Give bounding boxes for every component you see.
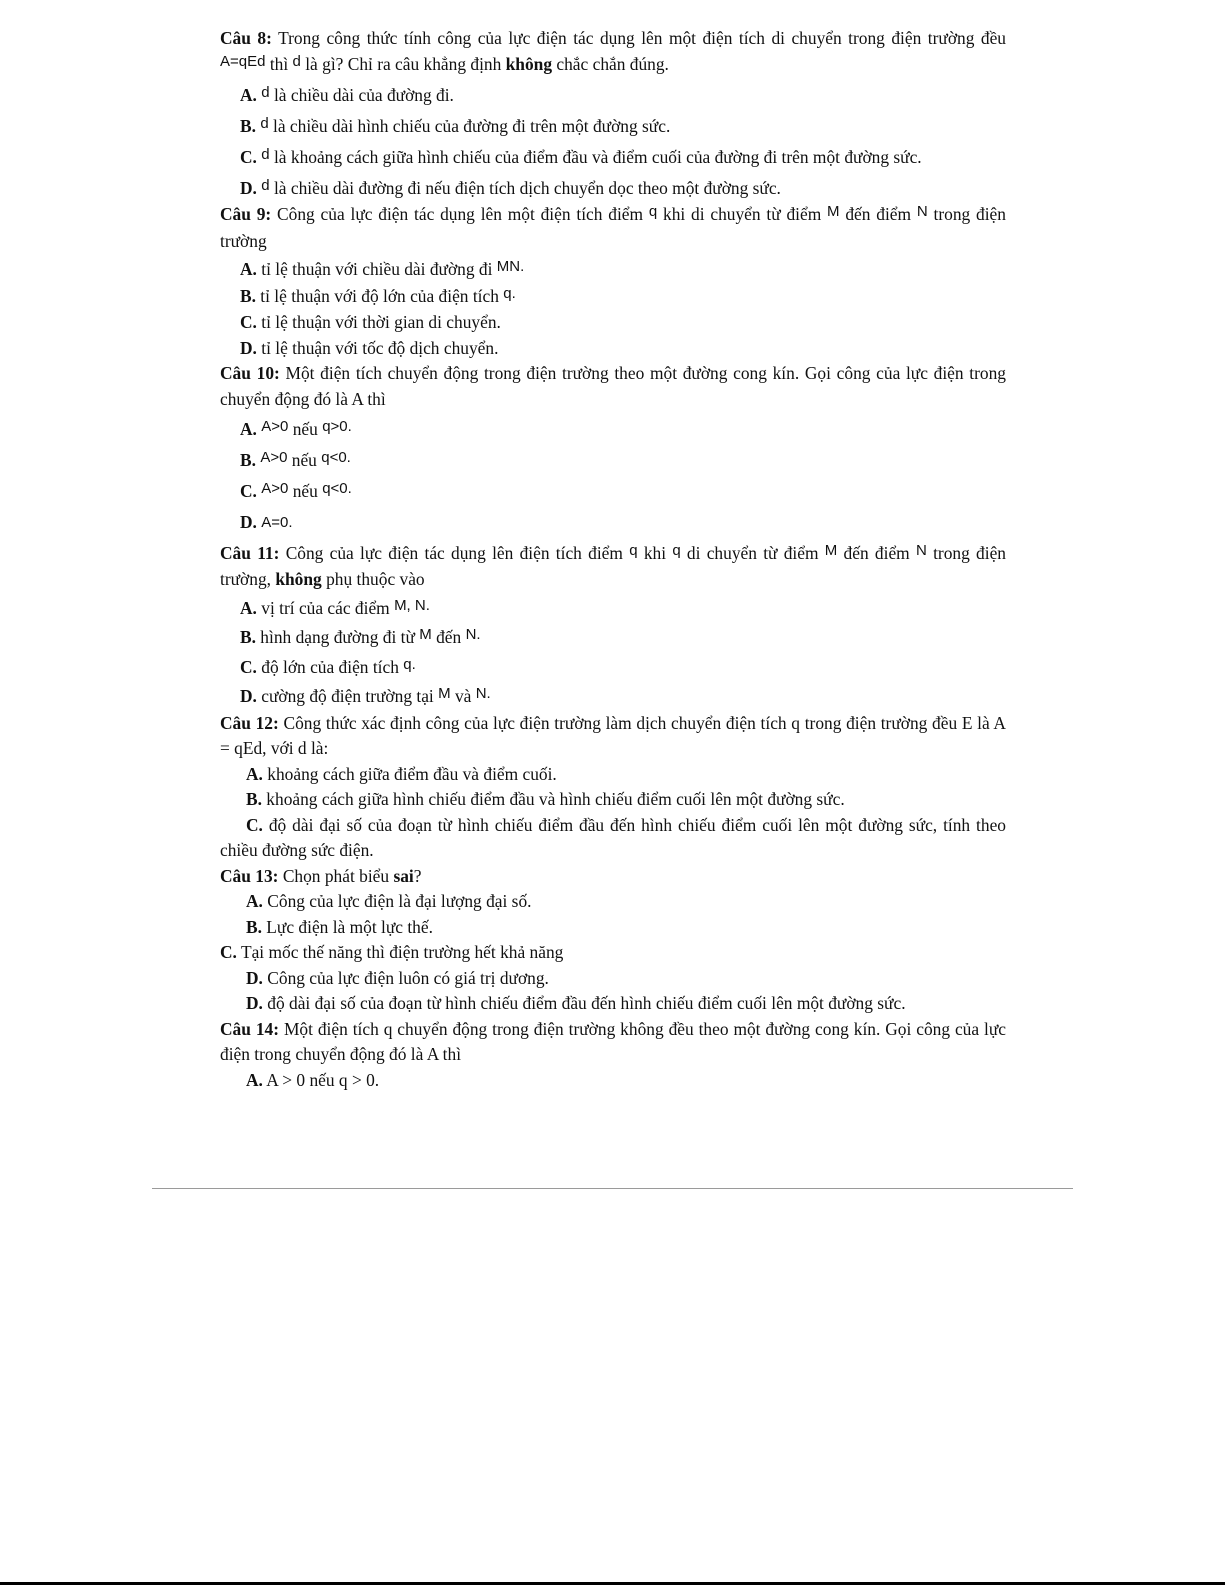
question-8-label: Câu 8: <box>220 28 272 48</box>
option-text: Lực điện là một lực thế. <box>261 916 433 937</box>
option-10b[interactable] <box>240 448 1006 475</box>
option-label: C. <box>240 656 257 677</box>
option-13a[interactable] <box>246 889 1006 915</box>
option-label: A. <box>240 259 257 279</box>
option-label: D. <box>246 967 263 988</box>
option-label: B. <box>240 115 256 136</box>
question-13-text-2: ? <box>413 865 422 886</box>
option-8b[interactable] <box>240 114 1006 141</box>
option-label: A. <box>246 891 263 911</box>
var-n: N. <box>475 685 491 702</box>
question-13-text-1: Chọn phát biểu <box>278 865 394 886</box>
option-8a[interactable] <box>240 83 1006 110</box>
exam-content <box>220 26 1006 1093</box>
option-11c[interactable] <box>240 655 1006 682</box>
var-m: M <box>824 541 838 559</box>
option-text: tỉ lệ thuận với thời gian di chuyển. <box>256 312 501 332</box>
option-label: D. <box>240 177 257 198</box>
question-14-text: Một điện tích q chuyển động trong điện trường không đều theo một đường cong kín. Gọi công của lực điện trong chuyển động đó là A thì <box>220 1018 1006 1064</box>
option-text: độ dài đại số của đoạn từ hình chiếu điểm đầu đến hình chiếu điểm cuối lên một đường sức. <box>262 993 906 1013</box>
option-text: là chiều dài hình chiếu của đường đi trên một đường sức. <box>268 115 671 136</box>
option-text: độ lớn của điện tích <box>256 656 404 677</box>
option-12c[interactable] <box>220 813 1006 864</box>
option-text: Công của lực điện luôn có giá trị dương. <box>262 967 549 988</box>
formula-a-qed: A=qEd <box>220 52 266 70</box>
option-label: B. <box>240 285 256 306</box>
var-d: d <box>260 114 269 132</box>
option-text: là chiều dài đường đi nếu điện tích dịch chuyển dọc theo một đường sức. <box>269 177 781 198</box>
option-label: D. <box>240 511 257 532</box>
option-13c[interactable] <box>220 940 1006 966</box>
option-11b[interactable] <box>240 625 1006 652</box>
option-text: tỉ lệ thuận với độ lớn của điện tích <box>255 285 504 306</box>
option-9c[interactable] <box>240 310 1006 336</box>
option-label: C. <box>246 814 263 835</box>
option-10a[interactable] <box>240 417 1006 444</box>
var-d: d <box>292 52 301 70</box>
option-label: C. <box>240 146 257 167</box>
question-9-text-1: Công của lực điện tác dụng lên một điện tích điểm <box>271 204 649 224</box>
option-label: D. <box>246 993 263 1013</box>
option-8c[interactable] <box>240 145 1006 172</box>
option-text: nếu <box>287 449 322 470</box>
question-9-label: Câu 9: <box>220 204 272 224</box>
question-11-text-5: trong điện trường, <box>220 542 1006 589</box>
option-text: hình dạng đường đi từ <box>255 627 420 647</box>
option-text: độ dài đại số của đoạn từ hình chiếu điểm đầu đến hình chiếu điểm cuối lên một đường sức, tính theo chiều đường sức điện. <box>220 814 1006 860</box>
question-11-label: Câu 11: <box>220 542 280 563</box>
formula: q<0. <box>322 479 352 497</box>
formula: A=0. <box>261 513 293 531</box>
option-12b[interactable] <box>246 787 1006 813</box>
question-8-text-1: Trong công thức tính công của lực điện tác dụng lên một điện tích di chuyển trong điện trường đều <box>271 28 1007 48</box>
option-text: A > 0 nếu q > 0. <box>262 1069 380 1090</box>
option-text: cường độ điện trường tại <box>256 686 439 706</box>
formula: q<0. <box>321 448 351 466</box>
var-q: q. <box>403 655 416 673</box>
var-m: M <box>419 626 432 643</box>
option-label: C. <box>240 312 257 332</box>
var-q: q <box>648 203 658 220</box>
option-label: A. <box>246 1069 263 1090</box>
option-label: A. <box>246 763 263 784</box>
question-14 <box>220 1017 1006 1068</box>
question-11 <box>220 541 1006 593</box>
option-label: A. <box>240 597 257 618</box>
question-9-text-4: trong điện trường <box>220 204 1006 251</box>
question-12-text: Công thức xác định công của lực điện trường làm dịch chuyển điện tích q trong điện trường đều E là A = qEd, với d là: <box>220 712 1006 758</box>
option-label: D. <box>240 337 257 358</box>
question-10-label: Câu 10: <box>220 363 280 383</box>
var-q: q. <box>503 284 516 302</box>
option-label: B. <box>246 789 262 809</box>
var-m: M <box>438 685 451 702</box>
var-d: d <box>261 83 270 101</box>
question-11-text-4: đến điểm <box>837 542 916 563</box>
question-13-label: Câu 13: <box>220 865 279 886</box>
option-text: đến <box>431 627 466 647</box>
option-9a[interactable] <box>240 257 1006 284</box>
option-text: nếu <box>288 418 323 439</box>
question-12 <box>220 711 1006 762</box>
option-label: B. <box>246 916 262 937</box>
option-13d[interactable] <box>246 966 1006 992</box>
option-text: khoảng cách giữa điểm đầu và điểm cuối. <box>262 763 557 784</box>
question-8-text-4: chắc chắn đúng. <box>552 53 669 74</box>
question-13-emphasis: sai <box>393 865 414 886</box>
question-9-text-3: đến điểm <box>839 204 917 224</box>
option-9d[interactable] <box>240 336 1006 362</box>
option-text: và <box>450 686 476 706</box>
var-n: N. <box>465 626 481 643</box>
option-text: vị trí của các điểm <box>256 597 395 618</box>
option-text: nếu <box>288 480 323 501</box>
question-10 <box>220 361 1006 412</box>
option-text: khoảng cách giữa hình chiếu điểm đầu và hình chiếu điểm cuối lên một đường sức. <box>261 789 845 809</box>
var-d: d <box>261 145 270 163</box>
formula: A>0 <box>260 448 288 466</box>
option-label: D. <box>240 686 257 706</box>
option-text: là khoảng cách giữa hình chiếu của điểm đầu và điểm cuối của đường đi trên một đường sức. <box>269 146 922 167</box>
var-q: q <box>629 541 638 559</box>
var-q: q <box>672 541 681 559</box>
question-8-text-3: là gì? Chỉ ra câu khẳng định <box>300 53 506 74</box>
question-11-text-6: phụ thuộc vào <box>321 569 425 589</box>
formula: A>0 <box>261 417 289 435</box>
question-9 <box>220 202 1006 254</box>
question-14-label: Câu 14: <box>220 1018 280 1039</box>
option-label: B. <box>240 627 256 647</box>
question-8 <box>220 26 1006 78</box>
option-13e[interactable] <box>246 991 1006 1017</box>
question-8-text-2: thì <box>265 53 293 74</box>
option-label: C. <box>220 942 237 962</box>
option-10c[interactable] <box>240 479 1006 506</box>
question-11-emphasis: không <box>275 569 322 589</box>
option-label: A. <box>240 418 257 439</box>
question-12-label: Câu 12: <box>220 712 279 733</box>
question-8-emphasis: không <box>505 53 553 74</box>
option-13b[interactable] <box>246 915 1006 941</box>
option-label: C. <box>240 480 257 501</box>
option-label: B. <box>240 449 256 470</box>
question-10-text: Một điện tích chuyển động trong điện trường theo một đường cong kín. Gọi công của lực điện trong chuyển động đó là A thì <box>220 363 1006 409</box>
option-text: Công của lực điện là đại lượng đại số. <box>262 891 532 911</box>
option-8d[interactable] <box>240 176 1006 203</box>
question-9-text-2: khi di chuyển từ điểm <box>657 204 828 224</box>
formula: M, N. <box>394 596 430 614</box>
option-text: tỉ lệ thuận với tốc độ dịch chuyển. <box>256 337 499 358</box>
option-text: tỉ lệ thuận với chiều dài đường đi <box>256 259 497 279</box>
formula: q>0. <box>322 417 352 435</box>
option-10d[interactable] <box>240 510 1006 537</box>
option-14a[interactable] <box>246 1068 1006 1094</box>
horizontal-divider <box>152 1188 1073 1189</box>
formula: A>0 <box>261 479 289 497</box>
option-11a[interactable] <box>240 596 1006 623</box>
var-m: M <box>827 203 840 220</box>
question-11-text-3: di chuyển từ điểm <box>680 542 825 563</box>
question-13 <box>220 864 1006 890</box>
var-n: N <box>916 203 928 220</box>
option-text: là chiều dài của đường đi. <box>269 84 454 105</box>
var-d: d <box>261 176 270 194</box>
option-11d[interactable] <box>240 684 1006 711</box>
var-mn: MN. <box>496 258 525 275</box>
option-12a[interactable] <box>246 762 1006 788</box>
option-label: A. <box>240 84 257 105</box>
option-9b[interactable] <box>240 284 1006 311</box>
option-text: Tại mốc thế năng thì điện trường hết khả năng <box>236 942 564 962</box>
var-n: N <box>915 541 927 559</box>
question-11-text-2: khi <box>637 542 673 563</box>
question-11-text-1: Công của lực điện tác dụng lên điện tích điểm <box>279 542 630 563</box>
